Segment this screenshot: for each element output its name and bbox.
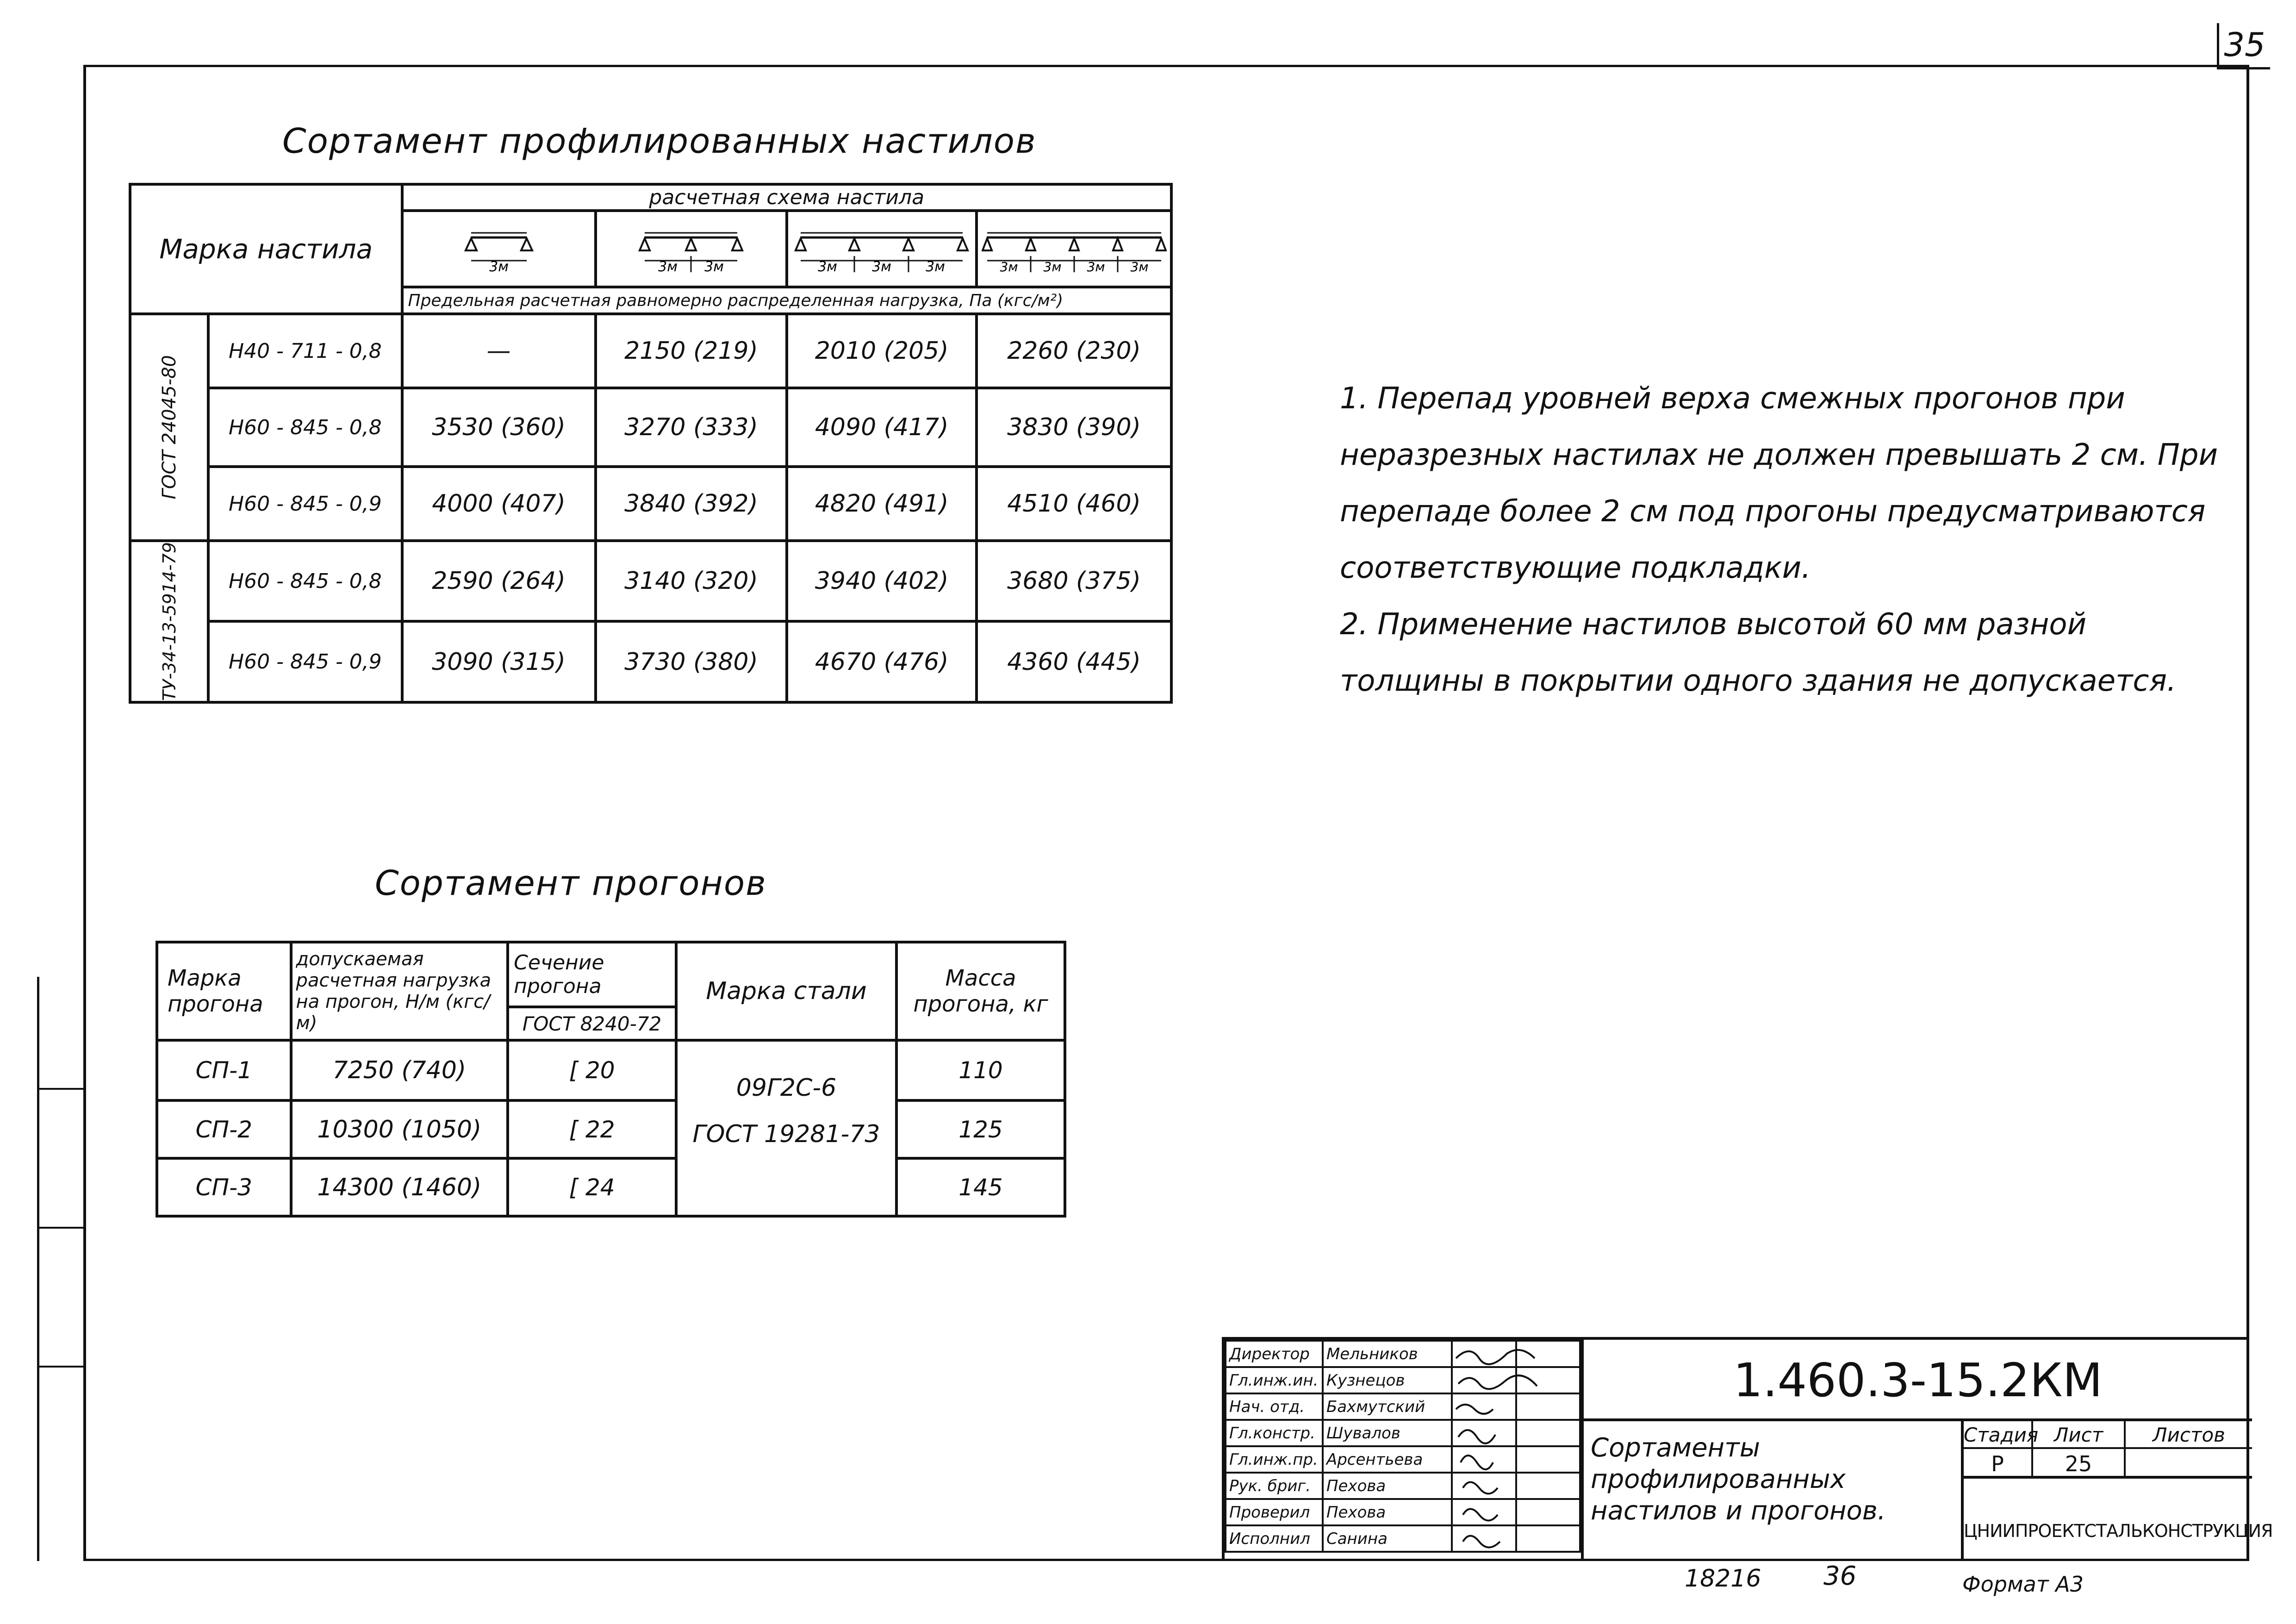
svg-text:3м: 3м — [1087, 259, 1105, 275]
organization: ЦНИИПРОЕКТСТАЛЬКОНСТРУКЦИЯ — [1964, 1521, 2273, 1541]
beam-2-span-icon — [638, 224, 744, 275]
h-steel: Марка стали — [676, 942, 896, 1040]
purlin-mark: СП-2 — [157, 1100, 291, 1158]
tb-right — [1581, 1340, 2273, 1561]
row-value: 4360 (445) — [977, 621, 1171, 702]
row-value: — — [402, 314, 596, 388]
steel-grade: 09Г2С-6 ГОСТ 19281-73 — [676, 1040, 896, 1216]
purlin-mark: СП-1 — [157, 1040, 291, 1100]
purlin-load: 7250 (740) — [291, 1040, 508, 1100]
row-value: 4670 (476) — [787, 621, 977, 702]
svg-text:3м: 3м — [1043, 259, 1061, 275]
scheme-4-span — [977, 211, 1171, 287]
sheet-number: 35 — [2224, 26, 2265, 64]
h-load: допускаемая расчетная нагрузка на прогон, Н/м (кгс/м) — [291, 942, 508, 1040]
purlin-mark: СП-3 — [157, 1158, 291, 1216]
row-value: 3730 (380) — [596, 621, 787, 702]
table1-title: Сортамент профилированных настилов — [282, 121, 1037, 161]
svg-text:3м: 3м — [658, 258, 678, 275]
purlin-load: 10300 (1050) — [291, 1100, 508, 1158]
sheet-number-box — [2217, 23, 2270, 69]
row-value: 3530 (360) — [402, 388, 596, 467]
svg-text:3м: 3м — [872, 258, 892, 275]
stage-value: Р — [1964, 1449, 2033, 1479]
stage-label: Стадия — [1964, 1421, 2033, 1449]
row-mark: Н60 - 845 - 0,8 — [208, 388, 402, 467]
h-section: Сечение прогона — [508, 942, 676, 1007]
row-mark: Н40 - 711 - 0,8 — [208, 314, 402, 388]
scheme-2-span — [596, 211, 787, 287]
header-load: Предельная расчетная равномерно распределенная нагрузка, Па (кгс/м²) — [402, 287, 1172, 314]
scheme-1-span — [402, 211, 596, 287]
sheets-label: Листов — [2126, 1421, 2252, 1449]
row-value: 3940 (402) — [787, 541, 977, 621]
purlin-mass: 145 — [896, 1158, 1065, 1216]
decking-assortment-table — [129, 183, 1173, 704]
header-scheme: расчетная схема настила — [402, 184, 1172, 211]
svg-text:3м: 3м — [1000, 259, 1018, 275]
purlin-mass: 110 — [896, 1040, 1065, 1100]
svg-text:3м: 3м — [1130, 259, 1148, 275]
h-section-std: ГОСТ 8240-72 — [508, 1007, 676, 1040]
h-mass: Масса прогона, кг — [896, 942, 1065, 1040]
row-value: 4000 (407) — [402, 467, 596, 541]
svg-text:3м: 3м — [926, 258, 946, 275]
standard-tu: ТУ-34-13-5914-79 — [130, 541, 208, 702]
row-value: 2150 (219) — [596, 314, 787, 388]
sheet-value: 25 — [2033, 1449, 2126, 1479]
row-value: 4090 (417) — [787, 388, 977, 467]
header-mark: Марка настила — [130, 184, 402, 314]
title-block — [1222, 1337, 2273, 1561]
row-value: 3140 (320) — [596, 541, 787, 621]
stage-grid — [1961, 1421, 2273, 1561]
span-label: 3м — [489, 258, 509, 275]
svg-text:3м: 3м — [818, 258, 838, 275]
paper-format: Формат А3 — [1962, 1572, 2084, 1597]
row-value: 2260 (230) — [977, 314, 1171, 388]
inventory-number: 18216 — [1685, 1565, 1761, 1593]
beam-4-span-icon — [982, 224, 1167, 275]
signatures-icon — [1451, 1340, 1581, 1562]
note-2: 2. Применение настилов высотой 60 мм разной толщины в покрытии одного здания не допускается. — [1340, 607, 2177, 698]
sheet-label: Лист — [2033, 1421, 2126, 1449]
row-value: 3840 (392) — [596, 467, 787, 541]
row-value: 3270 (333) — [596, 388, 787, 467]
row-mark: Н60 - 845 - 0,8 — [208, 541, 402, 621]
row-mark: Н60 - 845 - 0,9 — [208, 467, 402, 541]
sheets-value — [2126, 1449, 2252, 1479]
standard-gost: ГОСТ 24045-80 — [130, 314, 208, 541]
notes-block — [1340, 370, 2219, 709]
row-value: 2590 (264) — [402, 541, 596, 621]
h-mark: Марка прогона — [157, 942, 291, 1040]
row-mark: Н60 - 845 - 0,9 — [208, 621, 402, 702]
svg-text:3м: 3м — [704, 258, 724, 275]
purlin-section: [ 20 — [508, 1040, 676, 1100]
page-number: 36 — [1823, 1561, 1857, 1591]
row-value: 4820 (491) — [787, 467, 977, 541]
row-value: 2010 (205) — [787, 314, 977, 388]
purlin-mass: 125 — [896, 1100, 1065, 1158]
row-value: 3090 (315) — [402, 621, 596, 702]
beam-3-span-icon — [794, 224, 970, 275]
scheme-3-span — [787, 211, 977, 287]
purlin-section: [ 24 — [508, 1158, 676, 1216]
purlin-section: [ 22 — [508, 1100, 676, 1158]
signature-table: Директор Мельников Гл.инж.ин. Кузнецов Нач. отд. Бахмутский Гл.констр. Шувалов Гл.инж.пр. Арсентьева Рук. бриг. Пехова Проверил Пехова Исполнил Санина — [1225, 1340, 1581, 1553]
doc-title: Сортаменты профилированных настилов и прогонов. — [1591, 1433, 1886, 1526]
note-1: 1. Перепад уровней верха смежных прогонов при неразрезных настилах не должен превышать 2 см. При перепаде более 2 см под прогоны предусматриваются соответствующие подкладки. — [1340, 381, 2218, 585]
purlin-assortment-table — [156, 941, 1066, 1218]
row-value: 4510 (460) — [977, 467, 1171, 541]
row-value: 3830 (390) — [977, 388, 1171, 467]
table2-title: Сортамент прогонов — [375, 863, 767, 903]
binding-strip — [37, 977, 86, 1561]
row-value: 3680 (375) — [977, 541, 1171, 621]
purlin-load: 14300 (1460) — [291, 1158, 508, 1216]
beam-1-span-icon — [462, 224, 536, 275]
doc-code: 1.460.3-15.2КМ — [1584, 1340, 2252, 1421]
